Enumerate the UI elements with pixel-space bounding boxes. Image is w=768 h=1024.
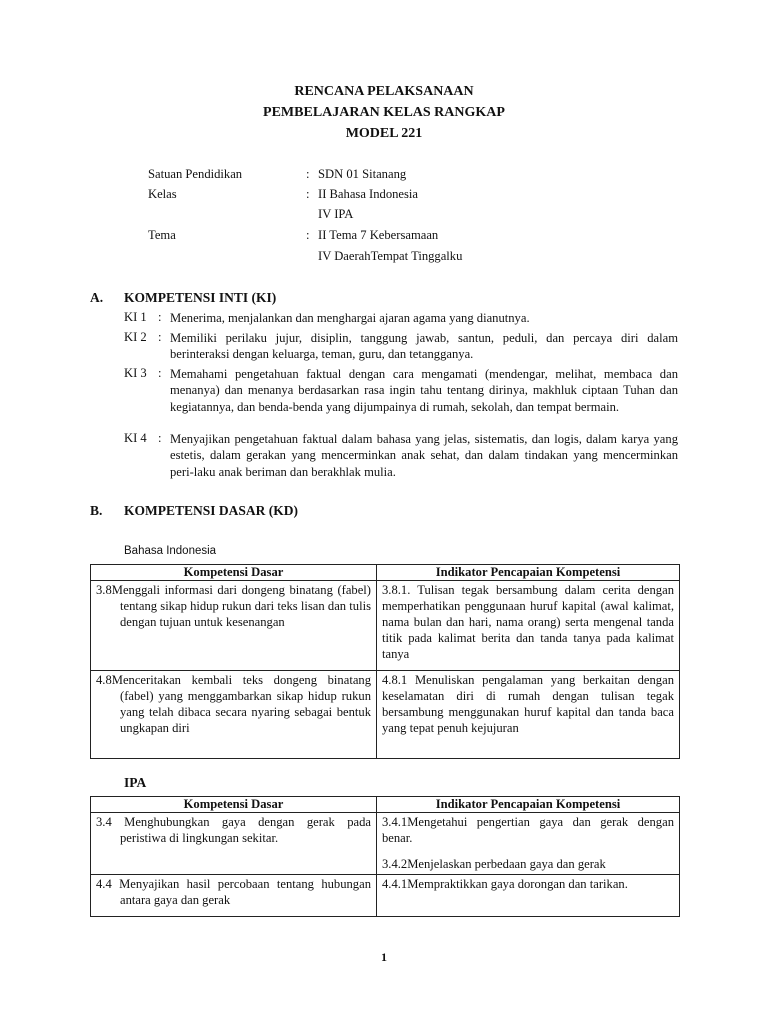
kd-cell [91, 671, 377, 759]
indicator-text: 3.8.1. Tulisan tegak bersambung dalam cerita dengan memperhatikan penggunaan huruf kapital (awal kalimat, nama bulan dan hari, nama orang) serta mengenal tanda titik pada kalimat berita dan tanda tanya pada kalimat tanya [382, 583, 674, 661]
kd-cell [91, 813, 377, 875]
kd-text: 4.8Menceritakan kembali teks dongeng binatang (fabel) yang menggambarkan sikap hidup rukun yang telah dibaca secara nyaring sebagai bentuk ungkapan diri [96, 673, 371, 735]
ki-code: KI 4 [124, 431, 147, 445]
indicator-text: 4.8.1 Menuliskan pengalaman yang berkaitan dengan keselamatan diri di rumah dengan tulisan tegak bersambung menggunakan huruf kapital dan tanda baca yang tepat penuh kejujuran [382, 673, 674, 735]
ipa-label: IPA [124, 775, 147, 790]
title-line-1: RENCANA PELAKSANAAN [294, 84, 474, 99]
ki-code: KI 1 [124, 310, 147, 324]
table-header-row [91, 797, 680, 813]
kd-cell [91, 581, 377, 671]
section-a-heading: KOMPETENSI INTI (KI) [124, 290, 277, 305]
table-header-row [91, 565, 680, 581]
indicator-text: 3.4.2Menjelaskan perbedaan gaya dan gerak [382, 857, 606, 871]
ki-colon: : [158, 310, 162, 324]
ki-code: KI 3 [124, 366, 147, 380]
indicator-text: 3.4.1Mengetahui pengertian gaya dan gerak dengan benar. [382, 815, 674, 845]
indicator-cell [377, 875, 680, 917]
kd-cell [91, 875, 377, 917]
column-header-indikator: Indikator Pencapaian Kompetensi [377, 565, 680, 581]
title-line-3: MODEL 221 [345, 126, 423, 141]
satuan-colon: : [306, 167, 310, 181]
ki-item [124, 310, 678, 326]
ki-item [124, 431, 678, 480]
satuan-label: Satuan Pendidikan [148, 167, 243, 181]
ki-text: Menyajikan pengetahuan faktual dalam bahasa yang jelas, sistematis, dan logis, dalam karya yang estetis, dalam gerakan yang mencerminkan anak sehat, dan dalam tindakan yang mencerminkan peri-laku anak beriman dan berakhlak mulia. [170, 432, 678, 479]
table-row [91, 671, 680, 759]
ipa-kd-table [90, 796, 680, 917]
tema-value-1: II Tema 7 Kebersamaan [318, 228, 439, 242]
section-a-letter: A. [90, 290, 104, 305]
column-header-kd: Kompetensi Dasar [91, 797, 377, 813]
ki-code: KI 2 [124, 330, 147, 344]
section-b-letter: B. [90, 503, 103, 518]
kelas-value-2: IV IPA [318, 207, 354, 221]
kelas-value-1: II Bahasa Indonesia [318, 187, 419, 201]
page-number: 1 [381, 950, 387, 964]
tema-colon: : [306, 228, 310, 242]
ki-colon: : [158, 431, 162, 445]
ki-text: Memiliki perilaku jujur, disiplin, tanggung jawab, santun, peduli, dan percaya diri dalam berinteraksi dengan keluarga, teman, guru, dan tetangganya. [170, 331, 678, 362]
section-b-heading: KOMPETENSI DASAR (KD) [124, 503, 299, 518]
ki-colon: : [158, 330, 162, 344]
satuan-value: SDN 01 Sitanang [318, 167, 407, 181]
ki-text: Menerima, menjalankan dan menghargai ajaran agama yang dianutnya. [170, 311, 530, 325]
column-header-kd: Kompetensi Dasar [91, 565, 377, 581]
table-row [91, 875, 680, 917]
indicator-cell [377, 813, 680, 875]
ki-item [124, 366, 678, 415]
table-row [91, 813, 680, 875]
kd-text: 3.8Menggali informasi dari dongeng binatang (fabel) tentang sikap hidup rukun dari teks lisan dan tulis dengan tujuan untuk kesenangan [96, 583, 371, 629]
column-header-indikator: Indikator Pencapaian Kompetensi [377, 797, 680, 813]
kd-text: 3.4 Menghubungkan gaya dengan gerak pada peristiwa di lingkungan sekitar. [96, 815, 371, 845]
indicator-cell [377, 671, 680, 759]
kelas-label: Kelas [148, 187, 177, 201]
table-row [91, 581, 680, 671]
ki-item [124, 330, 678, 363]
kelas-colon: : [306, 187, 310, 201]
indicator-cell [377, 581, 680, 671]
indicator-text: 4.4.1Mempraktikkan gaya dorongan dan tarikan. [382, 877, 628, 891]
ki-text: Memahami pengetahuan faktual dengan cara mengamati (mendengar, melihat, membaca dan menanya) dan menanya berdasarkan rasa ingin tahu tentang dirinya, makhluk ciptaan Tuhan dan kegiatannya, dan benda-benda yang dijumpainya di rumah, sekolah, dan tempat bermain. [170, 367, 678, 414]
tema-label: Tema [148, 228, 176, 242]
bahasa-kd-table [90, 564, 680, 759]
kd-text: 4.4 Menyajikan hasil percobaan tentang hubungan antara gaya dan gerak [96, 877, 371, 907]
bahasa-indonesia-label: Bahasa Indonesia [124, 545, 217, 557]
ki-colon: : [158, 366, 162, 380]
title-line-2: PEMBELAJARAN KELAS RANGKAP [263, 105, 505, 120]
tema-value-2: IV DaerahTempat Tinggalku [318, 249, 463, 263]
